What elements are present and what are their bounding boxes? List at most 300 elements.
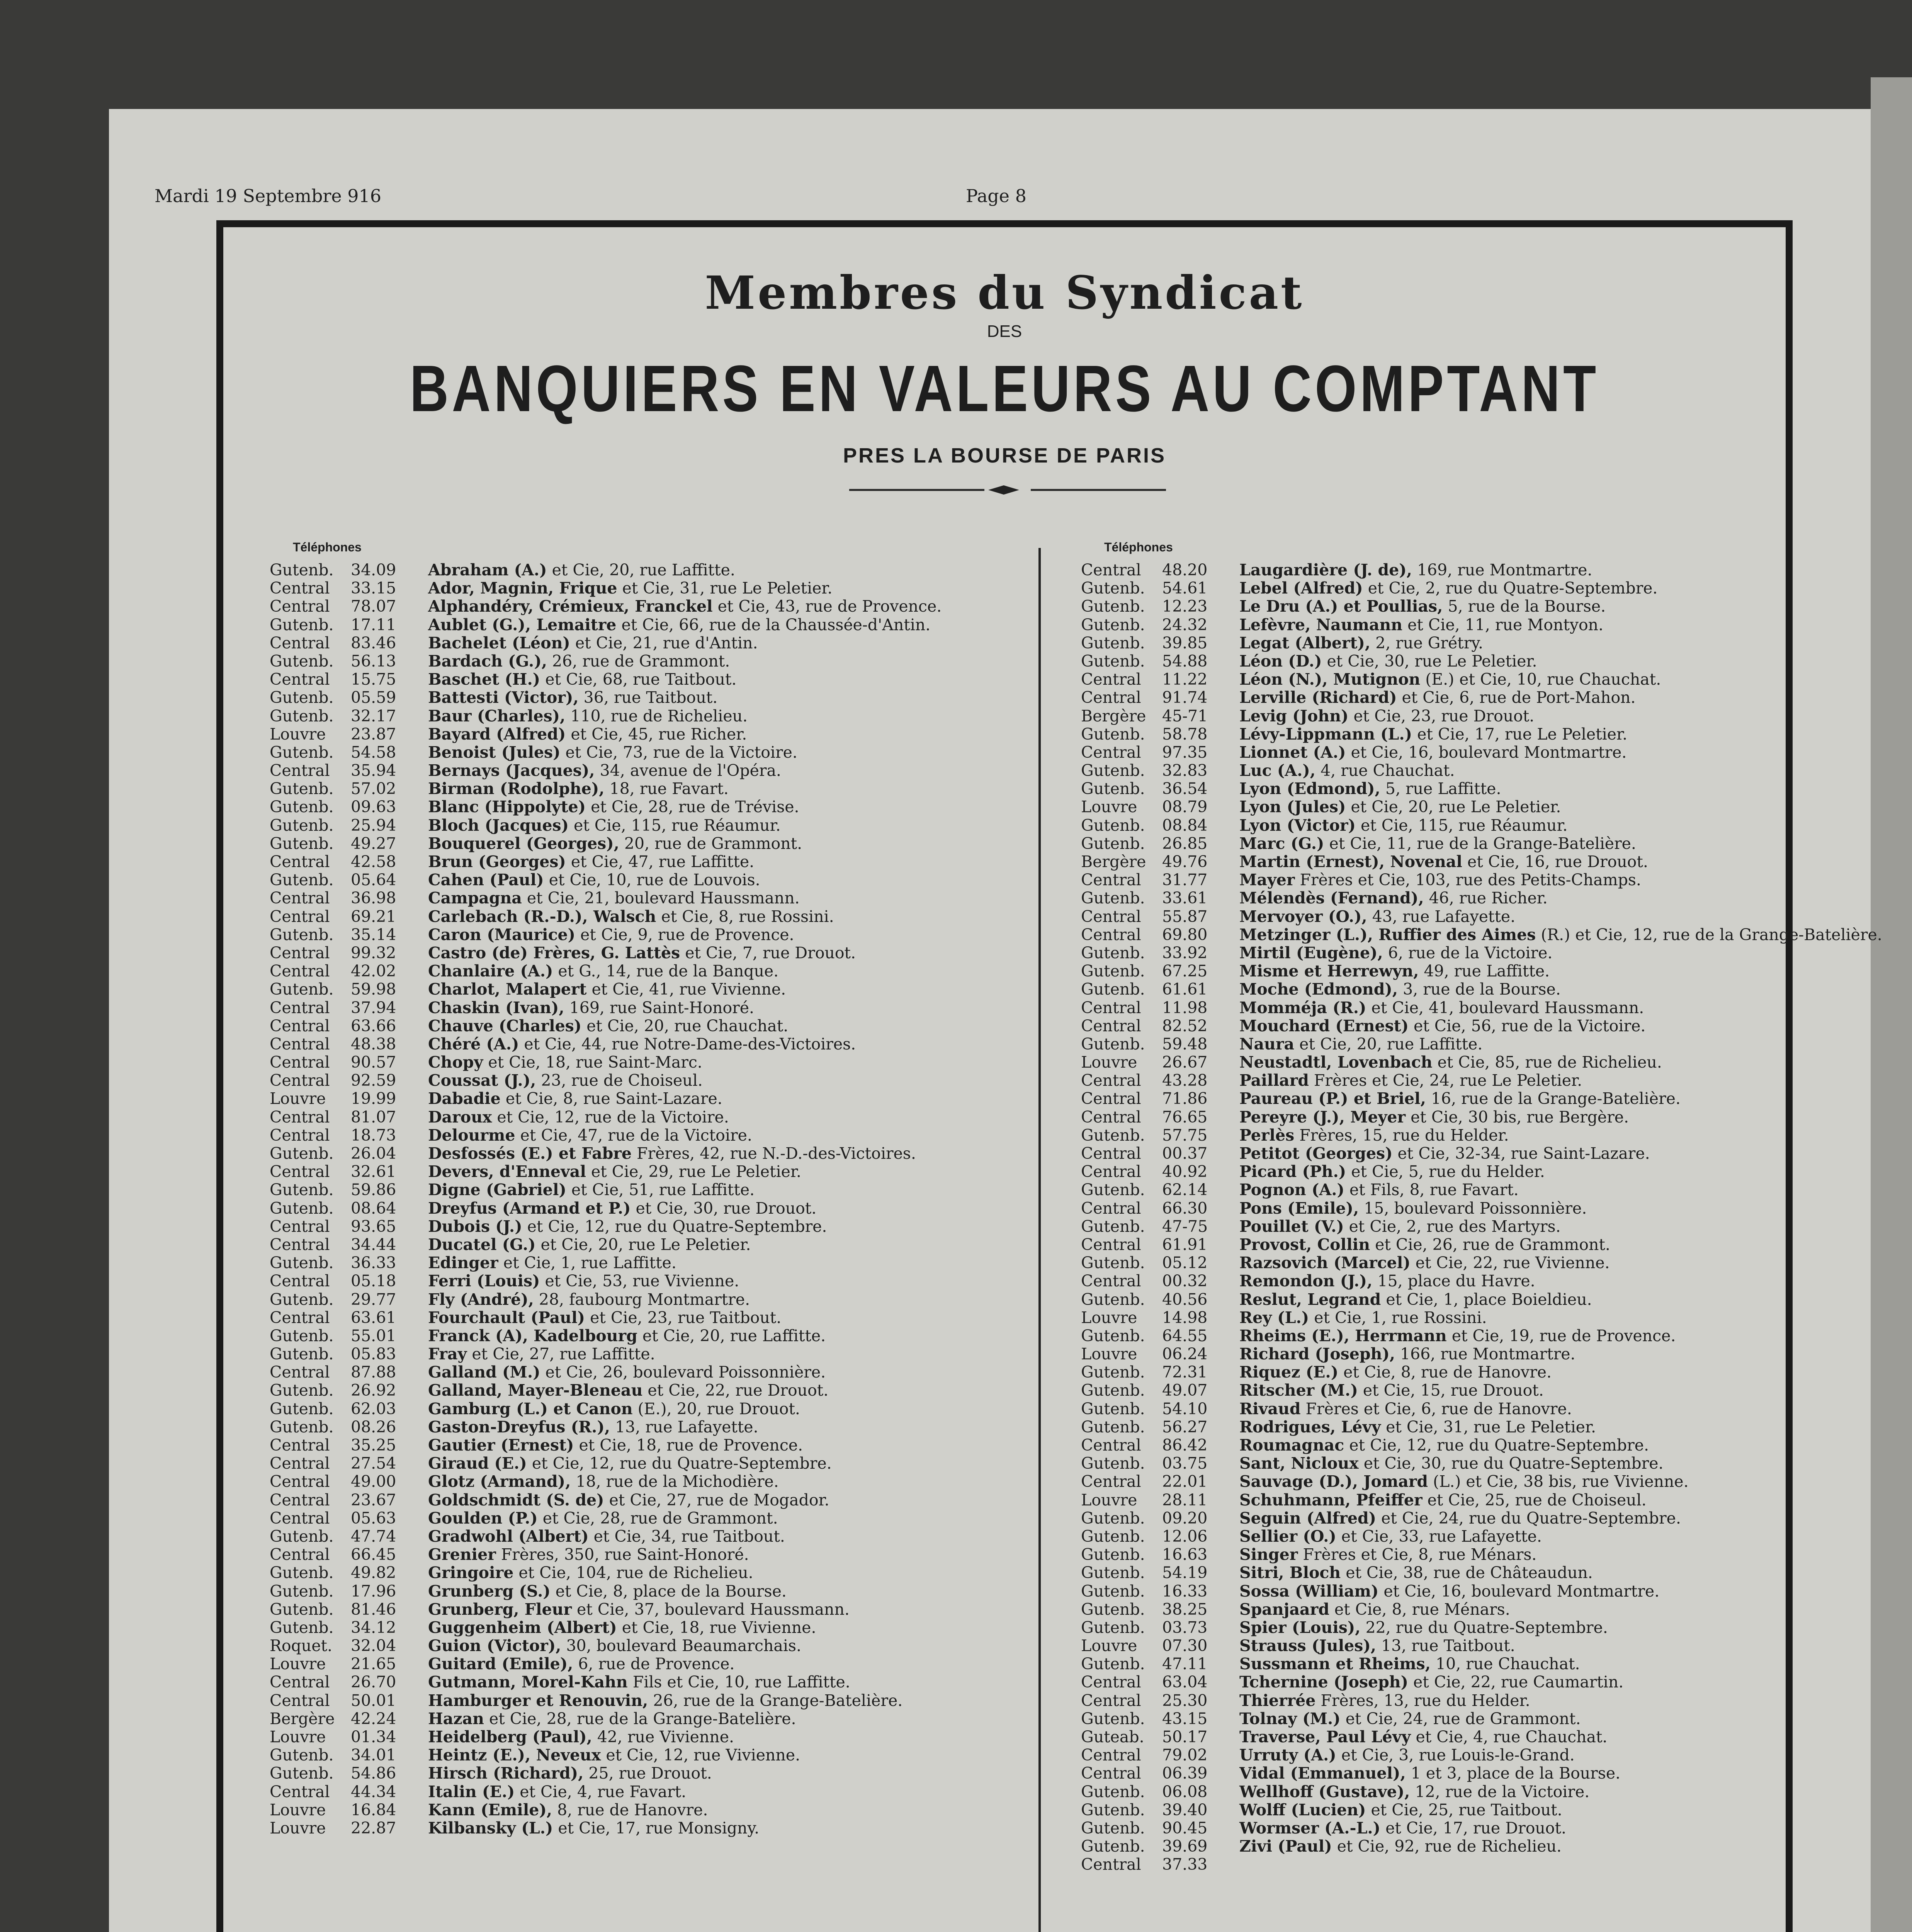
member-address: 23, rue de Choiseul. bbox=[536, 1071, 703, 1090]
member-name: Ferri (Louis) bbox=[428, 1272, 540, 1291]
member-row bbox=[1081, 1819, 1807, 1837]
member-row bbox=[1081, 1400, 1807, 1418]
member-address: et Cie, 27, rue Laffitte. bbox=[467, 1345, 655, 1364]
member-phone: 15.75 bbox=[351, 670, 396, 689]
member-address: et Cie, 20, rue Le Peletier. bbox=[1346, 798, 1561, 816]
member-exchange: Central bbox=[270, 579, 330, 598]
member-phone: 26.67 bbox=[1162, 1053, 1208, 1072]
member-name: Italin (E.) bbox=[428, 1782, 515, 1801]
member-exchange: Central bbox=[270, 1545, 330, 1564]
member-phone: 87.88 bbox=[351, 1363, 396, 1382]
member-row bbox=[270, 908, 996, 926]
member-name: Sauvage (D.), Jomard bbox=[1239, 1472, 1428, 1491]
member-row bbox=[1081, 1145, 1807, 1163]
member-phone: 08.84 bbox=[1162, 816, 1208, 835]
member-row bbox=[270, 1181, 996, 1199]
member-phone: 54.61 bbox=[1162, 579, 1208, 598]
member-address: et Cie, 22, rue Vivienne. bbox=[1410, 1253, 1610, 1272]
members-right-column bbox=[1081, 540, 1882, 1874]
member-row bbox=[1081, 1418, 1807, 1436]
member-name: Galland, Mayer-Bleneau bbox=[428, 1381, 643, 1400]
member-address: Frères et Cie, 8, rue Ménars. bbox=[1298, 1545, 1537, 1564]
member-phone: 47-75 bbox=[1162, 1217, 1208, 1236]
member-address: et Cie, 31, rue Le Peletier. bbox=[617, 579, 833, 598]
member-address: et Cie, 26, boulevard Poissonnière. bbox=[540, 1363, 826, 1382]
member-phone: 05.63 bbox=[351, 1509, 396, 1527]
member-name: Gutmann, Morel-Kahn bbox=[428, 1673, 628, 1692]
member-name: Carlebach (R.-D.), Walsch bbox=[428, 907, 656, 926]
member-name: Aublet (G.), Lemaitre bbox=[428, 615, 617, 634]
member-row bbox=[1081, 871, 1807, 889]
member-phone: 90.57 bbox=[351, 1053, 396, 1072]
member-address: et Cie, 20, rue Chauchat. bbox=[581, 1016, 789, 1035]
member-row bbox=[1081, 1053, 1807, 1071]
member-exchange: Central bbox=[1081, 998, 1141, 1017]
member-exchange: Louvre bbox=[270, 1818, 326, 1837]
member-address: 46, rue Richer. bbox=[1424, 889, 1548, 908]
member-phone: 32.83 bbox=[1162, 761, 1208, 780]
member-address: et Cie, 68, rue Taitbout. bbox=[540, 670, 737, 689]
member-phone: 12.06 bbox=[1162, 1527, 1208, 1546]
member-phone: 66.45 bbox=[351, 1545, 396, 1564]
member-address: et Cie, 1, rue Rossini. bbox=[1309, 1308, 1487, 1327]
member-row bbox=[270, 1710, 996, 1728]
member-row bbox=[270, 1418, 996, 1436]
member-address: et Cie, 4, rue Chauchat. bbox=[1411, 1728, 1608, 1746]
member-address: et Cie, 25, rue de Choiseul. bbox=[1422, 1490, 1647, 1509]
member-exchange: Central bbox=[270, 962, 330, 981]
member-exchange: Gutenb. bbox=[270, 1326, 334, 1345]
member-phone: 38.25 bbox=[1162, 1600, 1208, 1619]
member-address: et Cie, 30 bis, rue Bergère. bbox=[1406, 1107, 1629, 1126]
member-name: Moche (Edmond), bbox=[1239, 980, 1398, 999]
member-name: Schuhmann, Pfeiffer bbox=[1239, 1490, 1423, 1509]
member-name: Fray bbox=[428, 1345, 467, 1364]
member-exchange: Central bbox=[270, 633, 330, 652]
members-left-column bbox=[270, 540, 996, 1837]
member-row bbox=[1081, 1199, 1807, 1218]
member-address: et Cie, 41, rue Vivienne. bbox=[586, 980, 786, 999]
member-phone: 29.77 bbox=[351, 1290, 396, 1309]
member-address: et Cie, 37, boulevard Haussmann. bbox=[571, 1600, 850, 1619]
member-exchange: Gutenb. bbox=[270, 1527, 334, 1546]
syndicat-frame bbox=[216, 220, 1882, 1932]
member-address: 43, rue Lafayette. bbox=[1367, 907, 1516, 926]
member-phone: 12.23 bbox=[1162, 597, 1208, 616]
member-row bbox=[1081, 1710, 1807, 1728]
member-row bbox=[1081, 780, 1807, 798]
member-name: Baur (Charles), bbox=[428, 706, 566, 725]
member-phone: 49.82 bbox=[351, 1563, 396, 1582]
title-des: DES bbox=[987, 322, 1022, 341]
member-name: Bardach (G.), bbox=[428, 651, 547, 670]
member-row bbox=[1081, 579, 1807, 597]
member-exchange: Central bbox=[270, 1034, 330, 1053]
member-address: 13, rue Taitbout. bbox=[1376, 1636, 1515, 1655]
member-exchange: Gutenb. bbox=[270, 834, 334, 853]
member-address: et Cie, 33, rue Lafayette. bbox=[1336, 1527, 1542, 1546]
member-address: et Cie, 28, rue de la Grange-Batelière. bbox=[484, 1709, 796, 1728]
member-name: Gamburg (L.) et Canon bbox=[428, 1399, 633, 1418]
member-phone: 61.61 bbox=[1162, 980, 1208, 999]
member-exchange: Gutenb. bbox=[270, 1399, 334, 1418]
member-name: Hamburger et Renouvin, bbox=[428, 1691, 648, 1710]
member-address: 6, rue de la Victoire. bbox=[1383, 943, 1553, 962]
member-exchange: Central bbox=[270, 1673, 330, 1692]
member-phone: 05.59 bbox=[351, 688, 396, 707]
member-exchange: Louvre bbox=[270, 1655, 326, 1673]
member-exchange: Central bbox=[1081, 1162, 1141, 1181]
member-exchange: Gutenb. bbox=[1081, 1381, 1145, 1400]
member-exchange: Gutenb. bbox=[270, 925, 334, 944]
member-address: Frères et Cie, 6, rue de Hanovre. bbox=[1300, 1399, 1572, 1418]
member-name: Lyon (Jules) bbox=[1239, 798, 1346, 816]
member-exchange: Gutenb. bbox=[1081, 1326, 1145, 1345]
member-name: Léon (N.), Mutignon bbox=[1239, 670, 1421, 689]
member-name: Naura bbox=[1239, 1034, 1295, 1053]
member-phone: 34.12 bbox=[351, 1618, 396, 1637]
member-row bbox=[1081, 1637, 1807, 1655]
member-name: Glotz (Armand), bbox=[428, 1472, 571, 1491]
member-phone: 54.88 bbox=[1162, 651, 1208, 670]
member-exchange: Gutenb. bbox=[270, 1417, 334, 1436]
member-phone: 92.59 bbox=[351, 1071, 396, 1090]
member-name: Lerville (Richard) bbox=[1239, 688, 1397, 707]
member-phone: 37.33 bbox=[1162, 1855, 1208, 1874]
member-exchange: Gutenb. bbox=[1081, 962, 1145, 981]
member-name: Dreyfus (Armand et P.) bbox=[428, 1199, 631, 1218]
member-phone: 22.87 bbox=[351, 1818, 396, 1837]
member-address: et Cie, 92, rue de Richelieu. bbox=[1332, 1837, 1562, 1856]
member-address: 4, rue Chauchat. bbox=[1315, 761, 1455, 780]
member-address: 169, rue Saint-Honoré. bbox=[564, 998, 755, 1017]
member-name: Sussmann et Rheims, bbox=[1239, 1655, 1431, 1673]
member-address: et Cie, 7, rue Drouot. bbox=[680, 943, 856, 962]
member-exchange: Gutenb. bbox=[1081, 1253, 1145, 1272]
member-address: 110, rue de Richelieu. bbox=[565, 706, 748, 725]
member-name: Battesti (Victor), bbox=[428, 688, 579, 707]
member-name: Chauve (Charles) bbox=[428, 1016, 582, 1035]
member-name: Martin (Ernest), Novenal bbox=[1239, 852, 1462, 871]
member-phone: 06.08 bbox=[1162, 1782, 1208, 1801]
member-exchange: Central bbox=[270, 1363, 330, 1382]
member-row bbox=[1081, 1746, 1807, 1764]
member-phone: 35.14 bbox=[351, 925, 396, 944]
member-exchange: Central bbox=[270, 1454, 330, 1473]
member-address: et Cie, 18, rue Saint-Marc. bbox=[483, 1053, 702, 1072]
member-address: et Cie, 20, rue Laffitte. bbox=[547, 561, 735, 579]
telephones-header: Téléphones bbox=[293, 540, 362, 554]
member-address: et Cie, 23, rue Taitbout. bbox=[585, 1308, 782, 1327]
member-row bbox=[270, 1108, 996, 1126]
member-exchange: Gutenb. bbox=[1081, 579, 1145, 598]
member-row bbox=[270, 999, 996, 1017]
member-exchange: Roquet. bbox=[270, 1636, 332, 1655]
member-name: Momméja (R.) bbox=[1239, 998, 1366, 1017]
member-name: Lefèvre, Naumann bbox=[1239, 615, 1403, 634]
member-exchange: Central bbox=[270, 670, 330, 689]
member-address: 26, rue de Grammont. bbox=[547, 651, 730, 670]
member-exchange: Central bbox=[1081, 1272, 1141, 1291]
member-row bbox=[270, 1090, 996, 1108]
member-row bbox=[1081, 1163, 1807, 1181]
member-exchange: Central bbox=[270, 1071, 330, 1090]
member-row bbox=[270, 652, 996, 670]
member-phone: 67.25 bbox=[1162, 962, 1208, 981]
member-phone: 61.91 bbox=[1162, 1235, 1208, 1254]
member-exchange: Gutenb. bbox=[270, 1618, 334, 1637]
member-address: 36, rue Taitbout. bbox=[578, 688, 718, 707]
member-name: Lebel (Alfred) bbox=[1239, 579, 1363, 598]
member-row bbox=[1081, 1327, 1807, 1345]
member-name: Fly (André), bbox=[428, 1290, 534, 1309]
member-phone: 43.15 bbox=[1162, 1709, 1208, 1728]
member-phone: 63.61 bbox=[351, 1308, 396, 1327]
member-name: Guion (Victor), bbox=[428, 1636, 561, 1655]
member-row bbox=[1081, 1236, 1807, 1254]
member-phone: 62.14 bbox=[1162, 1180, 1208, 1199]
member-row bbox=[270, 1637, 996, 1655]
member-phone: 66.30 bbox=[1162, 1199, 1208, 1218]
member-address: 30, boulevard Beaumarchais. bbox=[561, 1636, 802, 1655]
member-name: Legat (Albert), bbox=[1239, 633, 1371, 652]
member-row bbox=[1081, 908, 1807, 926]
member-address: 20, rue de Grammont. bbox=[619, 834, 802, 853]
member-address: et Cie, 32-34, rue Saint-Lazare. bbox=[1392, 1144, 1650, 1163]
member-name: Gautier (Ernest) bbox=[428, 1436, 574, 1454]
member-exchange: Bergère bbox=[1081, 852, 1146, 871]
member-name: Kilbansky (L.) bbox=[428, 1818, 553, 1837]
member-name: Spanjaard bbox=[1239, 1600, 1329, 1619]
member-phone: 99.32 bbox=[351, 943, 396, 962]
member-phone: 62.03 bbox=[351, 1399, 396, 1418]
member-exchange: Louvre bbox=[270, 1728, 326, 1746]
member-row bbox=[1081, 1090, 1807, 1108]
member-phone: 24.32 bbox=[1162, 615, 1208, 634]
member-exchange: Louvre bbox=[1081, 1053, 1137, 1072]
member-phone: 08.64 bbox=[351, 1199, 396, 1218]
member-address: et Cie, 45, rue Richer. bbox=[566, 724, 747, 743]
member-exchange: Louvre bbox=[1081, 798, 1137, 816]
member-exchange: Central bbox=[1081, 1673, 1141, 1692]
member-address: et Cie, 21, boulevard Haussmann. bbox=[522, 889, 800, 908]
member-address: et Cie, 12, rue du Quatre-Septembre. bbox=[527, 1454, 832, 1473]
member-address: et Cie, 20, rue Laffitte. bbox=[1294, 1034, 1483, 1053]
member-row bbox=[270, 798, 996, 816]
member-phone: 16.84 bbox=[351, 1800, 396, 1819]
member-row bbox=[1081, 725, 1807, 743]
member-phone: 05.12 bbox=[1162, 1253, 1208, 1272]
member-name: Caron (Maurice) bbox=[428, 925, 576, 944]
member-exchange: Gutenb. bbox=[1081, 1126, 1145, 1145]
member-row bbox=[1081, 1108, 1807, 1126]
member-exchange: Gutenb. bbox=[1081, 1363, 1145, 1382]
member-row bbox=[1081, 762, 1807, 780]
member-row bbox=[270, 853, 996, 871]
member-name: Provost, Collin bbox=[1239, 1235, 1370, 1254]
member-exchange: Bergère bbox=[270, 1709, 335, 1728]
member-address: 22, rue du Quatre-Septembre. bbox=[1360, 1618, 1608, 1637]
member-phone: 69.21 bbox=[351, 907, 396, 926]
member-name: Ritscher (M.) bbox=[1239, 1381, 1358, 1400]
member-row bbox=[270, 1199, 996, 1218]
member-phone: 33.15 bbox=[351, 579, 396, 598]
member-name: Kann (Emile), bbox=[428, 1800, 552, 1819]
member-exchange: Gutenb. bbox=[1081, 651, 1145, 670]
member-name: Le Dru (A.) et Poullias, bbox=[1239, 597, 1443, 616]
member-name: Pons (Emile), bbox=[1239, 1199, 1359, 1218]
member-address: 10, rue Chauchat. bbox=[1431, 1655, 1580, 1673]
member-exchange: Central bbox=[270, 1126, 330, 1145]
member-name: Remondon (J.), bbox=[1239, 1272, 1373, 1291]
member-address: et Cie, 24, rue de Grammont. bbox=[1340, 1709, 1581, 1728]
member-address: et Cie, 28, rue de Trévise. bbox=[586, 798, 799, 816]
member-name: Campagna bbox=[428, 889, 522, 908]
member-name: Ducatel (G.) bbox=[428, 1235, 536, 1254]
member-row bbox=[270, 670, 996, 689]
member-phone: 25.30 bbox=[1162, 1691, 1208, 1710]
member-address: et Cie, 21, rue d'Antin. bbox=[570, 633, 758, 652]
member-phone: 00.37 bbox=[1162, 1144, 1208, 1163]
member-name: Grunberg (S.) bbox=[428, 1582, 551, 1600]
member-name: Singer bbox=[1239, 1545, 1298, 1564]
member-phone: 32.61 bbox=[351, 1162, 396, 1181]
member-phone: 55.87 bbox=[1162, 907, 1208, 926]
scan-edge bbox=[1871, 77, 1912, 1932]
member-row bbox=[270, 1236, 996, 1254]
member-row bbox=[270, 780, 996, 798]
member-phone: 79.02 bbox=[1162, 1746, 1208, 1765]
member-address: et Fils, 8, rue Favart. bbox=[1344, 1180, 1519, 1199]
member-address: et Cie, 17, rue Le Peletier. bbox=[1412, 724, 1628, 743]
member-exchange: Central bbox=[270, 1509, 330, 1527]
member-exchange: Gutenb. bbox=[270, 1600, 334, 1619]
member-address: 49, rue Laffitte. bbox=[1419, 962, 1550, 981]
member-address: et Cie, 12, rue Vivienne. bbox=[601, 1746, 800, 1765]
member-name: Reslut, Legrand bbox=[1239, 1290, 1381, 1309]
member-address: 18, rue de la Michodière. bbox=[571, 1472, 779, 1491]
member-exchange: Central bbox=[270, 1436, 330, 1454]
title-banquiers: BANQUIERS EN VALEURS AU COMPTANT bbox=[410, 352, 1599, 425]
member-name: Hirsch (Richard), bbox=[428, 1764, 584, 1783]
member-exchange: Gutenb. bbox=[1081, 615, 1145, 634]
member-address: 166, rue Montmartre. bbox=[1395, 1345, 1575, 1364]
member-phone: 36.54 bbox=[1162, 779, 1208, 798]
member-row bbox=[270, 1400, 996, 1418]
member-name: Charlot, Malapert bbox=[428, 980, 587, 999]
member-exchange: Central bbox=[270, 1782, 330, 1801]
member-exchange: Gutenb. bbox=[1081, 1034, 1145, 1053]
member-phone: 76.65 bbox=[1162, 1107, 1208, 1126]
member-name: Lionnet (A.) bbox=[1239, 743, 1346, 762]
member-phone: 22.01 bbox=[1162, 1472, 1208, 1491]
member-name: Benoist (Jules) bbox=[428, 743, 561, 762]
member-row bbox=[270, 707, 996, 725]
member-row bbox=[270, 616, 996, 634]
member-phone: 23.67 bbox=[351, 1490, 396, 1509]
member-row bbox=[270, 1692, 996, 1710]
member-phone: 54.19 bbox=[1162, 1563, 1208, 1582]
member-exchange: Gutenb. bbox=[1081, 1582, 1145, 1600]
member-row bbox=[270, 561, 996, 579]
member-address: et Cie, 1, place Boieldieu. bbox=[1381, 1290, 1592, 1309]
member-name: Delourme bbox=[428, 1126, 515, 1145]
member-name: Petitot (Georges) bbox=[1239, 1144, 1393, 1163]
member-row bbox=[1081, 1272, 1807, 1290]
member-row bbox=[1081, 1181, 1807, 1199]
member-exchange: Gutenb. bbox=[1081, 1782, 1145, 1801]
member-row bbox=[1081, 1218, 1807, 1236]
member-address: Frères, 13, rue du Helder. bbox=[1315, 1691, 1530, 1710]
member-phone: 42.58 bbox=[351, 852, 396, 871]
member-exchange: Gutenb. bbox=[1081, 1454, 1145, 1473]
member-address: 5, rue Laffitte. bbox=[1380, 779, 1501, 798]
member-row bbox=[1081, 1673, 1807, 1691]
member-phone: 86.42 bbox=[1162, 1436, 1208, 1454]
member-name: Picard (Ph.) bbox=[1239, 1162, 1346, 1181]
member-name: Daroux bbox=[428, 1107, 492, 1126]
member-row bbox=[270, 1345, 996, 1363]
member-row bbox=[270, 1218, 996, 1236]
member-row bbox=[270, 1291, 996, 1309]
member-name: Digne (Gabriel) bbox=[428, 1180, 566, 1199]
member-exchange: Gutenb. bbox=[270, 1180, 334, 1199]
member-address: et Cie, 20, rue Le Peletier. bbox=[535, 1235, 751, 1254]
member-phone: 50.17 bbox=[1162, 1728, 1208, 1746]
member-row bbox=[1081, 1855, 1807, 1874]
member-row bbox=[270, 1801, 996, 1819]
member-phone: 50.01 bbox=[351, 1691, 396, 1710]
member-name: Wormser (A.-L.) bbox=[1239, 1818, 1381, 1837]
member-exchange: Gutenb. bbox=[270, 779, 334, 798]
member-phone: 49.07 bbox=[1162, 1381, 1208, 1400]
member-row bbox=[270, 871, 996, 889]
member-address: et Cie, 43, rue de Provence. bbox=[712, 597, 942, 616]
member-name: Guitard (Emile), bbox=[428, 1655, 573, 1673]
member-address: et Cie, 16, boulevard Montmartre. bbox=[1378, 1582, 1660, 1600]
member-row bbox=[1081, 1491, 1807, 1509]
member-name: Heintz (E.), Neveux bbox=[428, 1746, 601, 1765]
member-name: Mirtil (Eugène), bbox=[1239, 943, 1383, 962]
member-address: et Cie, 30, rue du Quatre-Septembre. bbox=[1358, 1454, 1664, 1473]
member-row bbox=[1081, 634, 1807, 652]
member-row bbox=[270, 1053, 996, 1071]
member-phone: 78.07 bbox=[351, 597, 396, 616]
member-exchange: Central bbox=[1081, 1764, 1141, 1783]
member-exchange: Central bbox=[270, 907, 330, 926]
member-exchange: Gutenb. bbox=[270, 1563, 334, 1582]
member-phone: 11.22 bbox=[1162, 670, 1208, 689]
member-name: Devers, d'Enneval bbox=[428, 1162, 586, 1181]
member-phone: 36.33 bbox=[351, 1253, 396, 1272]
member-exchange: Central bbox=[270, 1235, 330, 1254]
member-exchange: Gutenb. bbox=[1081, 1527, 1145, 1546]
member-address: 34, avenue de l'Opéra. bbox=[595, 761, 781, 780]
member-name: Lévy-Lippmann (L.) bbox=[1239, 724, 1412, 743]
member-phone: 26.85 bbox=[1162, 834, 1208, 853]
member-phone: 16.63 bbox=[1162, 1545, 1208, 1564]
member-phone: 36.98 bbox=[351, 889, 396, 908]
member-address: et Cie, 104, rue de Richelieu. bbox=[513, 1563, 753, 1582]
member-exchange: Louvre bbox=[1081, 1308, 1137, 1327]
member-exchange: Gutenb. bbox=[1081, 889, 1145, 908]
member-phone: 81.07 bbox=[351, 1107, 396, 1126]
member-address: 13, rue Lafayette. bbox=[610, 1417, 758, 1436]
member-address: (E.) et Cie, 10, rue Chauchat. bbox=[1420, 670, 1661, 689]
member-address: 1 et 3, place de la Bourse. bbox=[1406, 1764, 1621, 1783]
member-exchange: Central bbox=[270, 597, 330, 616]
ornament-divider bbox=[849, 482, 1166, 498]
